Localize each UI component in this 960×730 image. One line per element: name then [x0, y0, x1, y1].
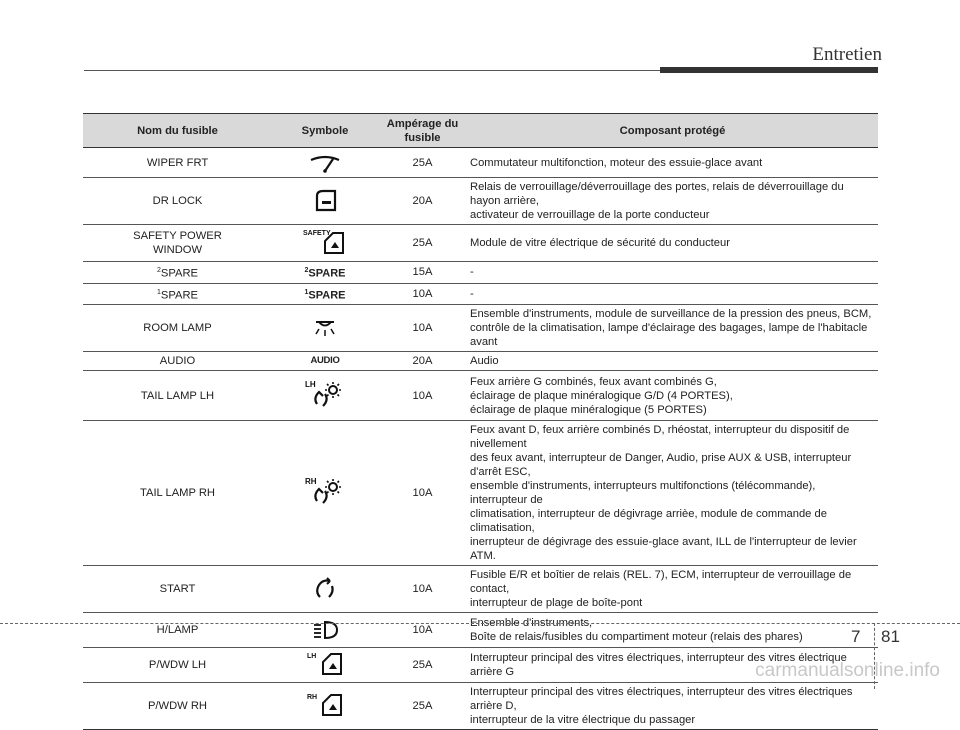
- table-row: [83, 421, 878, 566]
- table-row: [83, 178, 878, 225]
- fuse-amperage: 20A: [378, 352, 467, 371]
- table-header-row: [83, 114, 878, 148]
- fuse-name: H/LAMP: [83, 613, 272, 648]
- tail-lamp-rh-icon: [272, 421, 378, 566]
- table-row: [83, 613, 878, 648]
- spare-name: SPARE: [160, 289, 198, 302]
- col-header-component: Composant protégé: [467, 114, 878, 148]
- col-header-symbol: Symbole: [272, 114, 378, 148]
- fuse-name: AUDIO: [83, 352, 272, 371]
- symbol-label: RH: [305, 477, 317, 487]
- table-row: [83, 683, 878, 730]
- fuse-name: P/WDW LH: [83, 648, 272, 683]
- page-number: 81: [881, 627, 900, 646]
- spare-symbol: [272, 283, 378, 305]
- audio-symbol: AUDIO: [272, 352, 378, 371]
- spare-symbol-sup: 1: [304, 288, 309, 296]
- fuse-name: ROOM LAMP: [83, 305, 272, 352]
- power-window-rh-icon: [272, 683, 378, 730]
- fuse-amperage: 15A: [378, 262, 467, 284]
- headlamp-icon: [272, 613, 378, 648]
- wiper-icon: [272, 148, 378, 178]
- fuse-amperage: 10A: [378, 305, 467, 352]
- spare-symbol: [272, 262, 378, 284]
- fuse-table: [83, 113, 878, 730]
- fuse-amperage: 10A: [378, 371, 467, 421]
- fuse-component: Audio: [470, 355, 499, 368]
- symbol-label: SAFETY: [303, 230, 331, 237]
- col-header-name: Nom du fusible: [83, 114, 272, 148]
- fuse-amperage: 25A: [378, 148, 467, 178]
- spare-symbol-text: SPARE: [308, 289, 346, 302]
- fuse-amperage: 10A: [378, 613, 467, 648]
- power-window-lh-icon: [272, 648, 378, 683]
- fuse-component: -: [470, 288, 474, 301]
- safety-window-icon: [272, 225, 378, 262]
- header-bar: [660, 67, 878, 73]
- table-row: [83, 148, 878, 178]
- fuse-component: Fusible E/R et boîtier de relais (REL. 7), ECM, interrupteur de verrouillage de contact, interrupteur de plage de boîte-pont: [470, 569, 852, 610]
- fuse-name: START: [83, 566, 272, 613]
- fuse-component: -: [470, 266, 474, 279]
- fuse-amperage: 25A: [378, 225, 467, 262]
- fuse-name: SAFETY POWER WINDOW: [133, 230, 222, 256]
- table-row: [83, 283, 878, 305]
- fuse-amperage: 10A: [378, 283, 467, 305]
- symbol-label: RH: [307, 694, 318, 702]
- table-row: [83, 371, 878, 421]
- section-number: 7: [851, 627, 861, 646]
- table-row: [83, 352, 878, 371]
- header-rule: [84, 70, 660, 71]
- fuse-component: Commutateur multifonction, moteur des essuie-glace avant: [470, 156, 763, 169]
- fuse-name: WIPER FRT: [83, 148, 272, 178]
- table-row: [83, 305, 878, 352]
- spare-superscript: 1: [156, 288, 161, 296]
- table-row: [83, 262, 878, 284]
- fuse-component: Interrupteur principal des vitres électriques, interrupteur des vitres électriques arrière D, interrupteur de la vitre électrique du passager: [470, 686, 853, 727]
- table-row: [83, 225, 878, 262]
- fuse-component: Ensemble d'instruments, Boîte de relais/fusibles du compartiment moteur (relais des phares): [470, 617, 803, 644]
- fuse-amperage: 10A: [378, 421, 467, 566]
- page-header-title: Entretien: [812, 44, 882, 65]
- footer-rule: [0, 623, 960, 624]
- fuse-amperage: 20A: [378, 178, 467, 225]
- start-icon: [272, 566, 378, 613]
- fuse-component: Feux avant D, feux arrière combinés D, rhéostat, interrupteur du dispositif de nivellement des feux avant, interrupteur de Danger, Audio, prise AUX & USB, interrupteur d'arrêt ESC, ensemble d'instruments, interrupteurs multifonctions (télécommande), interrupteur de climatisation, interrupteur de dégivrage arrièe, module de commande de climatisation, inerrupteur de dégivrage des essuie-glace avant, ILL de l'interrupteur de levier ATM.: [470, 424, 857, 563]
- fuse-name: DR LOCK: [83, 178, 272, 225]
- symbol-label: LH: [307, 653, 317, 661]
- fuse-amperage: 25A: [378, 683, 467, 730]
- spare-symbol-sup: 2: [304, 267, 309, 275]
- fuse-component: Module de vitre électrique de sécurité du conducteur: [470, 237, 730, 249]
- door-lock-icon: [272, 178, 378, 225]
- spare-name: SPARE: [160, 267, 198, 280]
- fuse-name: [83, 262, 272, 284]
- spare-superscript: 2: [156, 267, 161, 274]
- tail-lamp-lh-icon: [272, 371, 378, 421]
- fuse-name: [83, 283, 272, 305]
- spare-symbol-text: SPARE: [308, 267, 346, 280]
- fuse-amperage: 10A: [378, 566, 467, 613]
- fuse-component: Relais de verrouillage/déverrouillage des portes, relais de déverrouillage du hayon arrière, activateur de verrouillage de la porte conducteur: [470, 181, 844, 221]
- fuse-name: TAIL LAMP LH: [83, 371, 272, 421]
- fuse-name: TAIL LAMP RH: [83, 421, 272, 566]
- fuse-component: Interrupteur principal des vitres électriques, interrupteur des vitres électrique arrière G: [470, 652, 847, 679]
- watermark: carmanualsonline.info: [755, 660, 940, 681]
- fuse-amperage: 25A: [378, 648, 467, 683]
- fuse-name: P/WDW RH: [83, 683, 272, 730]
- symbol-label: LH: [305, 379, 316, 389]
- fuse-component: Ensemble d'instruments, module de surveillance de la pression des pneus, BCM, contrôle de la climatisation, lampe d'éclairage des bagages, lampe de l'habitacle avant: [470, 308, 872, 349]
- fuse-component: Feux arrière G combinés, feux avant combinés G, éclairage de plaque minéralogique G/D (4 PORTES), éclairage de plaque minéralogique (5 PORTES): [470, 375, 733, 416]
- room-lamp-icon: [272, 305, 378, 352]
- table-row: [83, 566, 878, 613]
- col-header-amperage: Ampérage du fusible: [378, 114, 467, 148]
